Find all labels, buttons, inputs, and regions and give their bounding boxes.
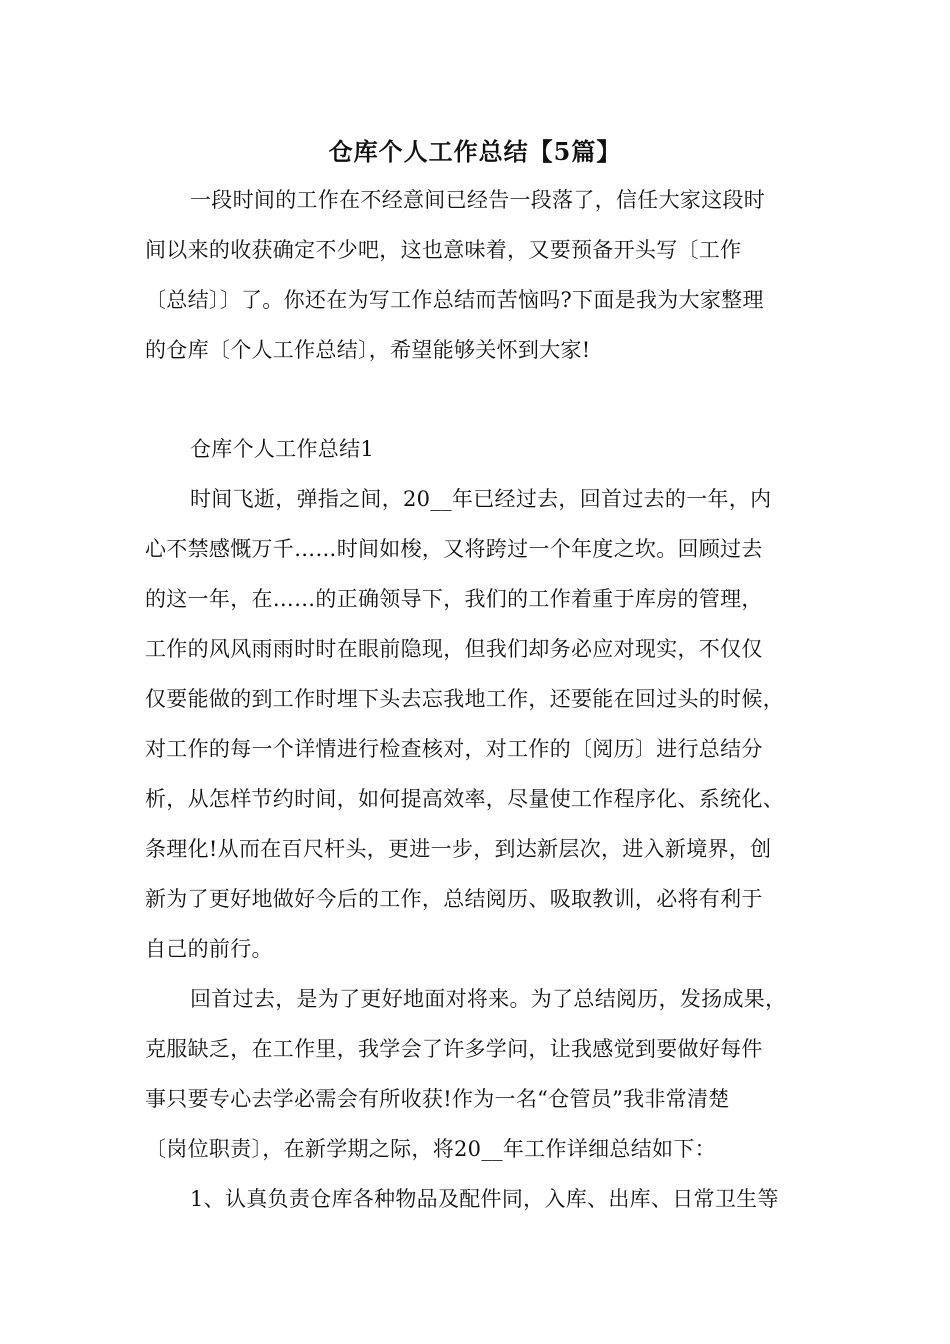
paragraph-1-line-9: 新为了更好地做好今后的工作，总结阅历、吸取教训，必将有利于	[145, 887, 763, 911]
paragraph-2-line-2: 克服缺乏，在工作里，我学会了许多学问，让我感觉到要做好每件	[145, 1037, 763, 1061]
paragraph-1-line-5: 仅要能做的到工作时埋下头去忘我地工作，还要能在回过头的时候，	[145, 687, 784, 711]
paragraph-1-line-3: 的这一年，在……的正确领导下，我们的工作着重于库房的管理，	[145, 587, 763, 611]
intro-paragraph-line-3: 〔总结〕〕了。你还在为写工作总结而苦恼吗?下面是我为大家整理	[145, 288, 764, 312]
paragraph-1-line-7: 析，从怎样节约时间，如何提高效率，尽量使工作程序化、系统化、	[145, 787, 784, 811]
paragraph-2-line-1: 回首过去，是为了更好地面对将来。为了总结阅历，发扬成果，	[190, 987, 787, 1011]
intro-paragraph-line-1: 一段时间的工作在不经意间已经告一段落了，信任大家这段时	[190, 188, 766, 212]
paragraph-1-line-1: 时间飞逝，弹指之间，20__年已经过去，回首过去的一年，内	[190, 487, 772, 511]
paragraph-1-line-6: 对工作的每一个详情进行检查核对，对工作的〔阅历〕进行总结分	[145, 737, 763, 761]
paragraph-1-line-2: 心不禁感慨万千……时间如梭，又将跨过一个年度之坎。回顾过去	[145, 537, 763, 561]
intro-paragraph-line-2: 间以来的收获确定不少吧，这也意味着，又要预备开头写〔工作	[145, 238, 742, 262]
paragraph-2-line-4: 〔岗位职责〕，在新学期之际，将20__年工作详细总结如下：	[145, 1137, 716, 1161]
intro-paragraph-line-4: 的仓库〔个人工作总结〕，希望能够关怀到大家!	[145, 338, 591, 362]
document-title: 仓库个人工作总结【5篇】	[328, 137, 622, 166]
paragraph-1-line-4: 工作的风风雨雨时时在眼前隐现，但我们却务必应对现实，不仅仅	[145, 637, 763, 661]
section-heading: 仓库个人工作总结1	[190, 437, 375, 461]
paragraph-2-line-3: 事只要专心去学必需会有所收获!作为一名“仓管员”我非常清楚	[145, 1087, 730, 1111]
paragraph-1-line-8: 条理化!从而在百尺杆头，更进一步，到达新层次，进入新境界，创	[145, 837, 772, 861]
list-item-1-line-1: 1、认真负责仓库各种物品及配件同，入库、出库、日常卫生等	[190, 1187, 779, 1211]
paragraph-1-line-10: 自己的前行。	[145, 937, 273, 961]
